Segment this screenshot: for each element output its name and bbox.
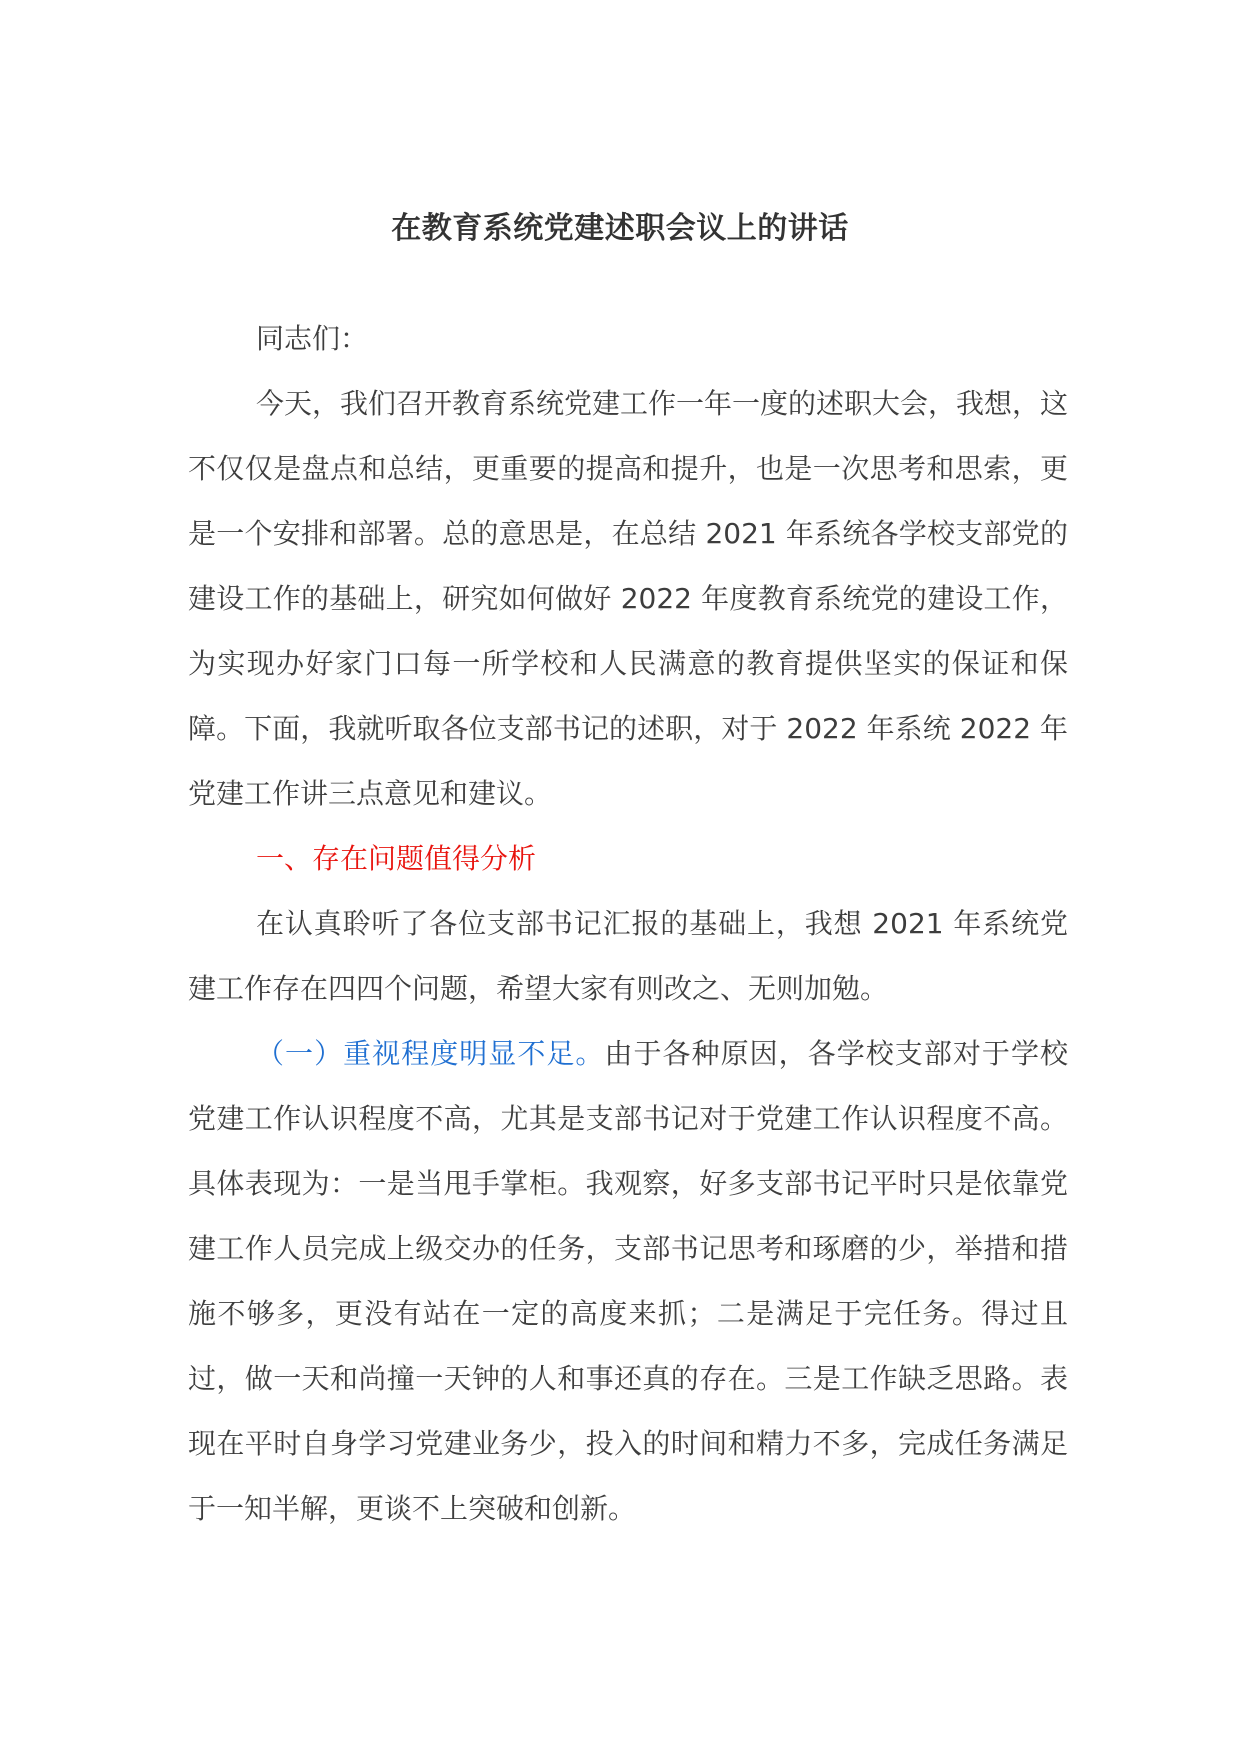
paragraph-intro: 今天，我们召开教育系统党建工作一年一度的述职大会，我想，这不仅仅是盘点和总结，更重要的提高和提升，也是一次思考和思索，更是一个安排和部署。总的意思是，在总结 2021 年系统各学校支部党的建设工作的基础上，研究如何做好 2022 年度教育系统党的建设工作，为实现办好家门口每一所学校和人民满意的教育提供坚实的保证和保障。下面，我就听取各位支部书记的述职，对于 2022 年系统 2022 年党建工作讲三点意见和建议。 xyxy=(188,387,1069,810)
page-title: 在教育系统党建述职会议上的讲话 xyxy=(391,211,849,246)
subsection-body: 由于各种原因，各学校支部对于学校党建工作认识程度不高，尤其是支部书记对于党建工作认识程度不高。具体表现为：一是当甩手掌柜。我观察，好多支部书记平时只是依靠党建工作人员完成上级交办的任务，支部书记思考和琢磨的少，举措和措施不够多，更没有站在一定的高度来抓；二是满足于完任务。得过且过，做一天和尚撞一天钟的人和事还真的存在。三是工作缺乏思路。表现在平时自身学习党建业务少，投入的时间和精力不多，完成任务满足于一知半解，更谈不上突破和创新。 xyxy=(188,1037,1068,1525)
document-body xyxy=(188,306,1068,1541)
paragraph-problems-intro: 在认真聆听了各位支部书记汇报的基础上，我想 2021 年系统党建工作存在四四个问题，希望大家有则改之、无则加勉。 xyxy=(188,907,1068,1005)
paragraph-subsection-1 xyxy=(188,1021,1068,1541)
salutation: 同志们： xyxy=(256,322,369,355)
subsection-heading: （一）重视程度明显不足。 xyxy=(256,1037,605,1070)
section-heading: 一、存在问题值得分析 xyxy=(256,842,537,875)
